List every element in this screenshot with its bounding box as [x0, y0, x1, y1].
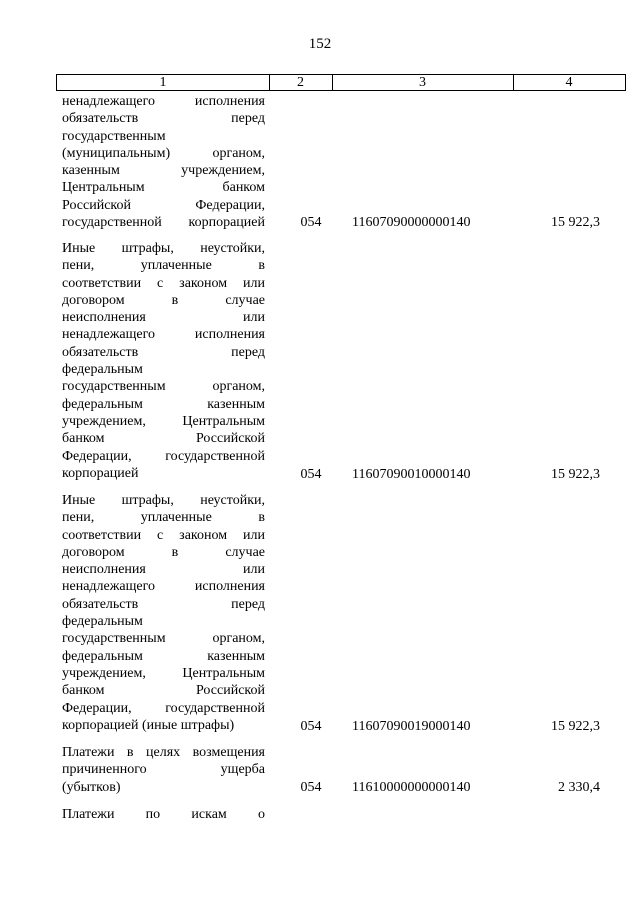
- description-line: неисполнения или: [62, 562, 265, 578]
- description-line: договором в случае: [62, 292, 265, 308]
- amount: 15 922,3: [551, 215, 600, 230]
- description-line: Платежи по искам о: [62, 807, 265, 822]
- description-line: обязательств перед: [62, 111, 265, 127]
- row-description: [62, 744, 265, 796]
- header-col-3: 3: [332, 75, 514, 90]
- admin-code: 054: [300, 780, 322, 795]
- description-line: договором в случае: [62, 544, 265, 560]
- description-line: пени, уплаченные в: [62, 510, 265, 526]
- description-line: пени, уплаченные в: [62, 258, 265, 274]
- header-col-1: 1: [57, 75, 270, 90]
- description-line: корпорацией: [62, 465, 139, 481]
- description-line: государственной корпорацией: [62, 215, 265, 231]
- description-line: банком Российской: [62, 683, 265, 699]
- row-description: [62, 806, 265, 823]
- budget-code: 11610000000000140: [352, 780, 471, 795]
- description-line: Федерации, государственной: [62, 700, 265, 716]
- budget-code: 11607090019000140: [352, 719, 471, 734]
- header-col-2: 2: [269, 75, 333, 90]
- description-line: учреждением, Центральным: [62, 413, 265, 429]
- description-line: Иные штрафы, неустойки,: [62, 241, 265, 256]
- description-line: казенным учреждением,: [62, 163, 265, 179]
- header-col-4: 4: [565, 75, 573, 90]
- amount: 2 330,4: [558, 780, 600, 795]
- description-line: причиненного ущерба: [62, 762, 265, 778]
- description-line: ненадлежащего исполнения: [62, 327, 265, 343]
- amount: 15 922,3: [551, 719, 600, 734]
- description-line: обязательств перед: [62, 344, 265, 360]
- description-line: государственным: [62, 128, 166, 144]
- description-line: Российской Федерации,: [62, 197, 265, 213]
- description-line: государственным органом,: [62, 379, 265, 395]
- description-line: (убытков): [62, 779, 121, 795]
- description-line: федеральным казенным: [62, 648, 265, 664]
- row-description: [62, 240, 265, 482]
- budget-code: 11607090010000140: [352, 467, 471, 482]
- admin-code: 054: [300, 467, 322, 482]
- row-description: [62, 93, 265, 231]
- description-line: ненадлежащего исполнения: [62, 579, 265, 595]
- description-line: Иные штрафы, неустойки,: [62, 493, 265, 508]
- description-line: Платежи в целях возмещения: [62, 745, 265, 760]
- admin-code: 054: [300, 719, 322, 734]
- description-line: федеральным казенным: [62, 396, 265, 412]
- description-line: соответствии с законом или: [62, 527, 265, 543]
- description-line: (муниципальным) органом,: [62, 145, 265, 161]
- description-line: Центральным банком: [62, 180, 265, 196]
- description-line: Федерации, государственной: [62, 448, 265, 464]
- admin-code: 054: [300, 215, 322, 230]
- description-line: банком Российской: [62, 431, 265, 447]
- table-header: [56, 74, 626, 91]
- description-line: корпорацией (иные штрафы): [62, 717, 235, 733]
- description-line: учреждением, Центральным: [62, 665, 265, 681]
- page-number: 152: [308, 36, 332, 52]
- description-line: обязательств перед: [62, 596, 265, 612]
- description-line: соответствии с законом или: [62, 275, 265, 291]
- description-line: государственным органом,: [62, 631, 265, 647]
- description-line: федеральным: [62, 362, 143, 378]
- row-description: [62, 492, 265, 734]
- description-line: федеральным: [62, 614, 143, 630]
- amount: 15 922,3: [551, 467, 600, 482]
- description-line: ненадлежащего исполнения: [62, 94, 265, 109]
- budget-code: 11607090000000140: [352, 215, 471, 230]
- description-line: неисполнения или: [62, 310, 265, 326]
